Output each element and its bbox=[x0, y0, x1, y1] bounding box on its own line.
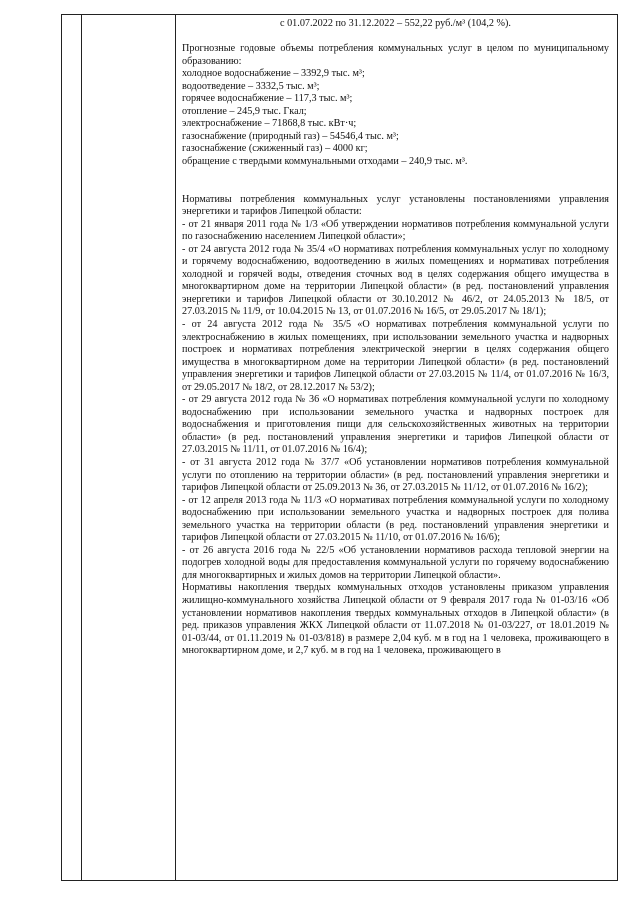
norm-item: - от 21 января 2011 года № 1/3 «Об утверждении нормативов потребления коммунальной услуги по газоснабжению населением Липецкой области»; bbox=[182, 218, 609, 243]
forecast-item: газоснабжение (природный газ) – 54546,4 тыс. м³; bbox=[182, 130, 399, 142]
table-left-border bbox=[61, 14, 62, 881]
norm-item: - от 24 августа 2012 года № 35/5 «О нормативах потребления коммунальной услуги по электроснабжению в жилых помещениях, при использовании земельного участка и надворных построек и нормативах потребления электрической энергии в целях содержания общего имущества в многоквартирном доме на территории Липецкой области» (в ред. постановлений управления энергетики и тарифов Липецкой области от 27.03.2015 № 11/4, от 01.07.2016 № 16/3, от 29.05.2017 № 18/2, от 28.12.2017 № 53/2); bbox=[182, 318, 609, 393]
table-column-divider-2 bbox=[175, 14, 176, 881]
forecast-item: отопление – 245,9 тыс. Гкал; bbox=[182, 105, 307, 117]
norm-item: - от 12 апреля 2013 года № 11/3 «О нормативах потребления коммунальной услуги по холодному водоснабжению при использовании земельного участка и надворных построек для полива земельного участка на территории области (в ред. постановлений управления энергетики и тарифов Липецкой области от 27.03.2015 № 11/10, от 01.07.2016 № 16/6); bbox=[182, 494, 609, 544]
norm-item: - от 24 августа 2012 года № 35/4 «О нормативах потребления коммунальных услуг по холодному и горячему водоснабжению, водоотведению в жилых помещениях и нормативах потребления холодной и горячей воды, отведения сточных вод в целях содержания общего имущества в многоквартирном доме на территории Липецкой области» (в ред. постановлений управления энергетики и тарифов Липецкой области от 30.10.2012 № 46/2, от 24.05.2013 № 18/5, от 27.03.2015 № 11/9, от 10.04.2015 № 13, от 01.07.2016 № 16/5, от 29.05.2017 № 18/1); bbox=[182, 243, 609, 318]
norms-list bbox=[182, 219, 609, 583]
forecast-item: электроснабжение – 71868,8 тыс. кВт·ч; bbox=[182, 118, 357, 130]
table-top-border bbox=[61, 14, 618, 15]
norm-item: - от 26 августа 2016 года № 22/5 «Об установлении нормативов расхода тепловой энергии на подогрев холодной воды для предоставления коммунальной услуги по горячему водоснабжению для многоквартирных и жилых домов на территории Липецкой области». bbox=[182, 544, 609, 581]
waste-norms-paragraph: Нормативы накопления твердых коммунальных отходов установлены приказом управления жилищно-коммунального хозяйства Липецкой области от 9 февраля 2017 года № 01-03/16 «Об установлении нормативов накопления твердых коммунальных отходов в Липецкой области» (в ред. приказов управления ЖКХ Липецкой области от 11.07.2018 № 01-03/227, от 18.01.2019 № 01-03/44, от 01.11.2019 № 01-03/818) в размере 2,04 куб. м в год на 1 человека, проживающего в многоквартирном доме, и 2,7 куб. м в год на 1 человека, проживающего в bbox=[182, 582, 609, 657]
table-content-cell bbox=[182, 18, 609, 658]
forecast-item: водоотведение – 3332,5 тыс. м³; bbox=[182, 80, 320, 92]
table-bottom-border bbox=[61, 880, 618, 881]
forecast-item: холодное водоснабжение – 3392,9 тыс. м³; bbox=[182, 68, 365, 80]
norm-item: - от 31 августа 2012 года № 37/7 «Об установлении нормативов потребления коммунальной услуги по отоплению на территории области» (в ред. постановлений управления энергетики и тарифов Липецкой области от 25.09.2013 № 36, от 27.03.2015 № 11/12, от 01.07.2016 № 16/2); bbox=[182, 457, 609, 494]
forecast-intro: Прогнозные годовые объемы потребления коммунальных услуг в целом по муниципальному образованию: bbox=[182, 43, 609, 67]
table-right-border bbox=[617, 14, 618, 881]
norms-intro: Нормативы потребления коммунальных услуг установлены постановлениями управления энергетики и тарифов Липецкой области: bbox=[182, 193, 609, 218]
tariff-line: с 01.07.2022 по 31.12.2022 – 552,22 руб./м³ (104,2 %). bbox=[280, 18, 511, 29]
forecast-item: горячее водоснабжение – 117,3 тыс. м³; bbox=[182, 93, 353, 105]
forecast-item: газоснабжение (сжиженный газ) – 4000 кг; bbox=[182, 143, 368, 155]
table-column-divider-1 bbox=[81, 14, 82, 881]
norm-item: - от 29 августа 2012 года № 36 «О нормативах потребления коммунальной услуги по холодному водоснабжению при использовании земельного участка и надворных построек для водоснабжения и приготовления пищи для сельскохозяйственных животных на территории области» (в ред. постановлений управления энергетики и тарифов Липецкой области от 27.03.2015 № 11/11, от 01.07.2016 № 16/4); bbox=[182, 394, 609, 456]
forecast-item: обращение с твердыми коммунальными отходами – 240,9 тыс. м³. bbox=[182, 155, 468, 167]
forecast-list bbox=[182, 68, 609, 168]
